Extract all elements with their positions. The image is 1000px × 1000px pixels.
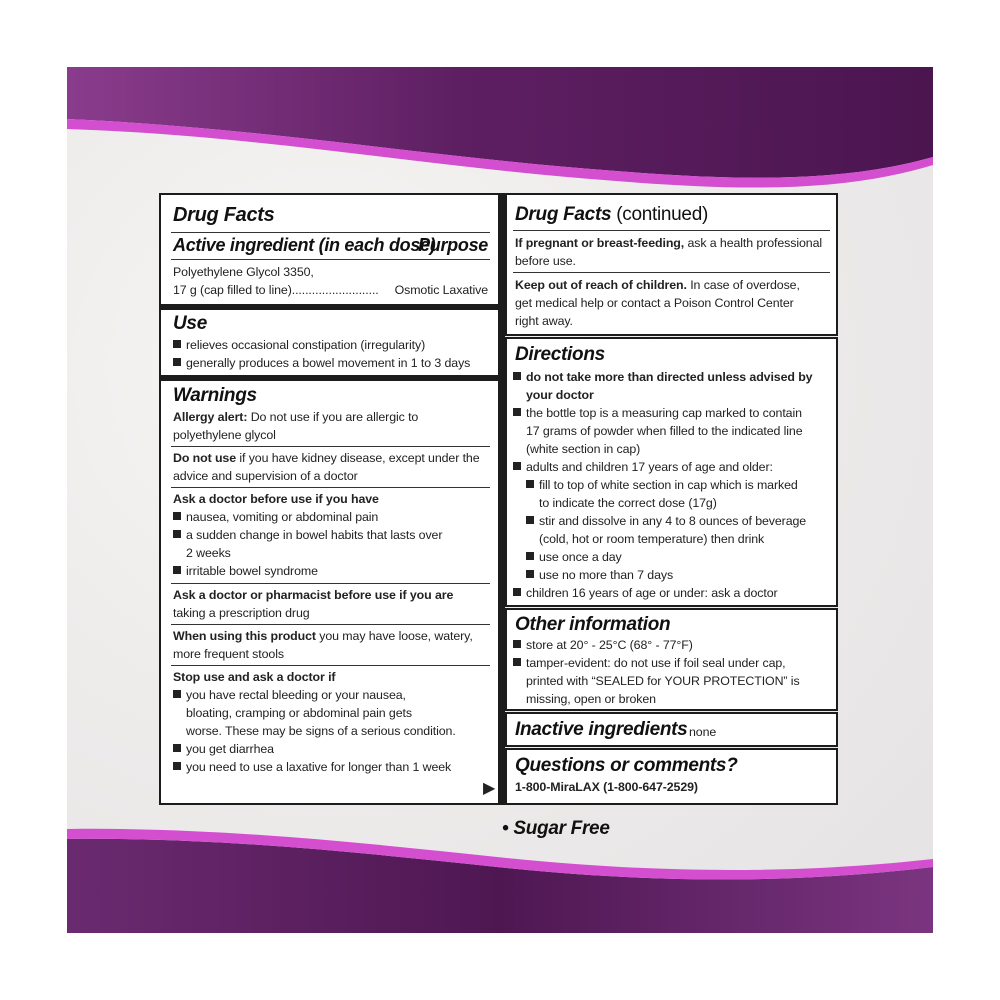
other-information-heading: Other information xyxy=(515,614,671,635)
sugar-free-label: • Sugar Free xyxy=(502,818,610,839)
bullet-icon xyxy=(173,340,181,348)
stop-use-item: you get diarrhea xyxy=(173,740,274,758)
drug-facts-continued-panel xyxy=(505,193,838,336)
ask-doctor-heading: Ask a doctor before use if you have xyxy=(173,492,379,506)
allergy-alert-line: Allergy alert: Do not use if you are allergic to xyxy=(173,410,419,424)
package-image xyxy=(67,67,933,933)
pharmacist-text: taking a prescription drug xyxy=(173,606,310,620)
use-item: generally produces a bowel movement in 1 to 3 days xyxy=(173,354,470,372)
bullet-icon xyxy=(513,372,521,380)
keep-out-line: get medical help or contact a Poison Control Center xyxy=(515,296,794,310)
bullet-icon xyxy=(173,512,181,520)
divider xyxy=(171,665,490,666)
bullet-icon xyxy=(513,658,521,666)
inactive-ingredients-panel xyxy=(505,712,838,747)
continue-arrow-icon: ▶ xyxy=(483,780,496,797)
bullet-icon xyxy=(173,690,181,698)
divider xyxy=(171,232,490,233)
questions-panel xyxy=(505,748,838,805)
phone-number: 1-800-MiraLAX (1-800-647-2529) xyxy=(515,780,698,794)
other-info-item-continued: missing, open or broken xyxy=(526,692,656,706)
inactive-ingredients-value: none xyxy=(689,725,717,739)
use-heading: Use xyxy=(173,313,207,334)
drug-facts-title: Drug Facts xyxy=(173,204,275,226)
pharmacist-heading: Ask a doctor or pharmacist before use if you are xyxy=(173,588,454,602)
pregnant-line: before use. xyxy=(515,254,576,268)
bullet-icon xyxy=(173,566,181,574)
directions-item: the bottle top is a measuring cap marked to contain xyxy=(513,404,802,422)
stop-use-item-continued: worse. These may be signs of a serious condition. xyxy=(186,724,456,738)
active-ingredient-heading: Active ingredient (in each dose) xyxy=(173,235,436,255)
inactive-ingredients-heading: Inactive ingredients xyxy=(515,719,688,740)
when-using-line: When using this product you may have loose, watery, xyxy=(173,629,473,643)
directions-subitem: stir and dissolve in any 4 to 8 ounces of beverage xyxy=(526,512,806,530)
use-item: relieves occasional constipation (irregularity) xyxy=(173,336,425,354)
directions-item: do not take more than directed unless advised by xyxy=(513,368,812,386)
other-info-item: tamper-evident: do not use if foil seal under cap, xyxy=(513,654,786,672)
section-divider xyxy=(161,304,498,310)
divider xyxy=(513,272,830,273)
bullet-icon xyxy=(513,462,521,470)
allergy-alert-line: polyethylene glycol xyxy=(173,428,276,442)
section-divider xyxy=(161,375,498,381)
bullet-icon xyxy=(513,640,521,648)
bullet-icon xyxy=(526,480,534,488)
keep-out-line: right away. xyxy=(515,314,573,328)
purpose-value: Osmotic Laxative xyxy=(394,283,488,297)
directions-item-continued: your doctor xyxy=(526,388,594,402)
bullet-icon xyxy=(173,530,181,538)
bullet-icon xyxy=(526,552,534,560)
bullet-icon xyxy=(526,516,534,524)
divider xyxy=(171,487,490,488)
bullet-icon xyxy=(513,408,521,416)
other-information-panel xyxy=(505,608,838,711)
divider xyxy=(171,624,490,625)
bullet-icon xyxy=(173,762,181,770)
when-using-line: more frequent stools xyxy=(173,647,284,661)
directions-panel xyxy=(505,337,838,607)
directions-subitem-continued: to indicate the correct dose (17g) xyxy=(539,496,717,510)
directions-subitem: use no more than 7 days xyxy=(526,566,673,584)
ask-doctor-item-continued: 2 weeks xyxy=(186,546,231,560)
directions-item-continued: (white section in cap) xyxy=(526,442,641,456)
bullet-icon xyxy=(173,358,181,366)
ask-doctor-item: a sudden change in bowel habits that lasts over xyxy=(173,526,442,544)
pregnant-line: If pregnant or breast-feeding, ask a health professional xyxy=(515,236,823,250)
bullet-icon xyxy=(513,588,521,596)
bullet-icon xyxy=(526,570,534,578)
directions-item: adults and children 17 years of age and older: xyxy=(513,458,773,476)
keep-out-line: Keep out of reach of children. In case of overdose, xyxy=(515,278,800,292)
stop-use-item: you have rectal bleeding or your nausea, xyxy=(173,686,406,704)
drug-facts-left-panel xyxy=(159,193,500,805)
directions-subitem-continued: (cold, hot or room temperature) then drink xyxy=(539,532,765,546)
directions-subitem: fill to top of white section in cap which is marked xyxy=(526,476,798,494)
bullet-icon xyxy=(173,744,181,752)
directions-subitem: use once a day xyxy=(526,548,622,566)
directions-heading: Directions xyxy=(515,344,605,365)
ask-doctor-item: nausea, vomiting or abdominal pain xyxy=(173,508,378,526)
directions-item-continued: 17 grams of powder when filled to the indicated line xyxy=(526,424,803,438)
stop-use-heading: Stop use and ask a doctor if xyxy=(173,670,336,684)
drug-facts-continued-title: Drug Facts (continued) xyxy=(515,204,708,225)
other-info-item-continued: printed with “SEALED for YOUR PROTECTION” is xyxy=(526,674,800,688)
stop-use-item: you need to use a laxative for longer than 1 week xyxy=(173,758,451,776)
warnings-heading: Warnings xyxy=(173,385,257,406)
do-not-use-line: advice and supervision of a doctor xyxy=(173,469,358,483)
ask-doctor-item: irritable bowel syndrome xyxy=(173,562,318,580)
stop-use-item-continued: bloating, cramping or abdominal pain gets xyxy=(186,706,412,720)
divider xyxy=(171,583,490,584)
ingredient-dose-line: 17 g (cap filled to line).......................... xyxy=(173,283,379,297)
divider xyxy=(513,230,830,231)
other-info-item: store at 20° - 25°C (68° - 77°F) xyxy=(513,636,693,654)
divider xyxy=(171,259,490,260)
purpose-heading: Purpose xyxy=(418,235,488,255)
divider xyxy=(171,446,490,447)
directions-item: children 16 years of age or under: ask a doctor xyxy=(513,584,778,602)
ingredient-line: Polyethylene Glycol 3350, xyxy=(173,265,314,279)
questions-heading: Questions or comments? xyxy=(515,755,738,776)
do-not-use-line: Do not use if you have kidney disease, except under the xyxy=(173,451,480,465)
